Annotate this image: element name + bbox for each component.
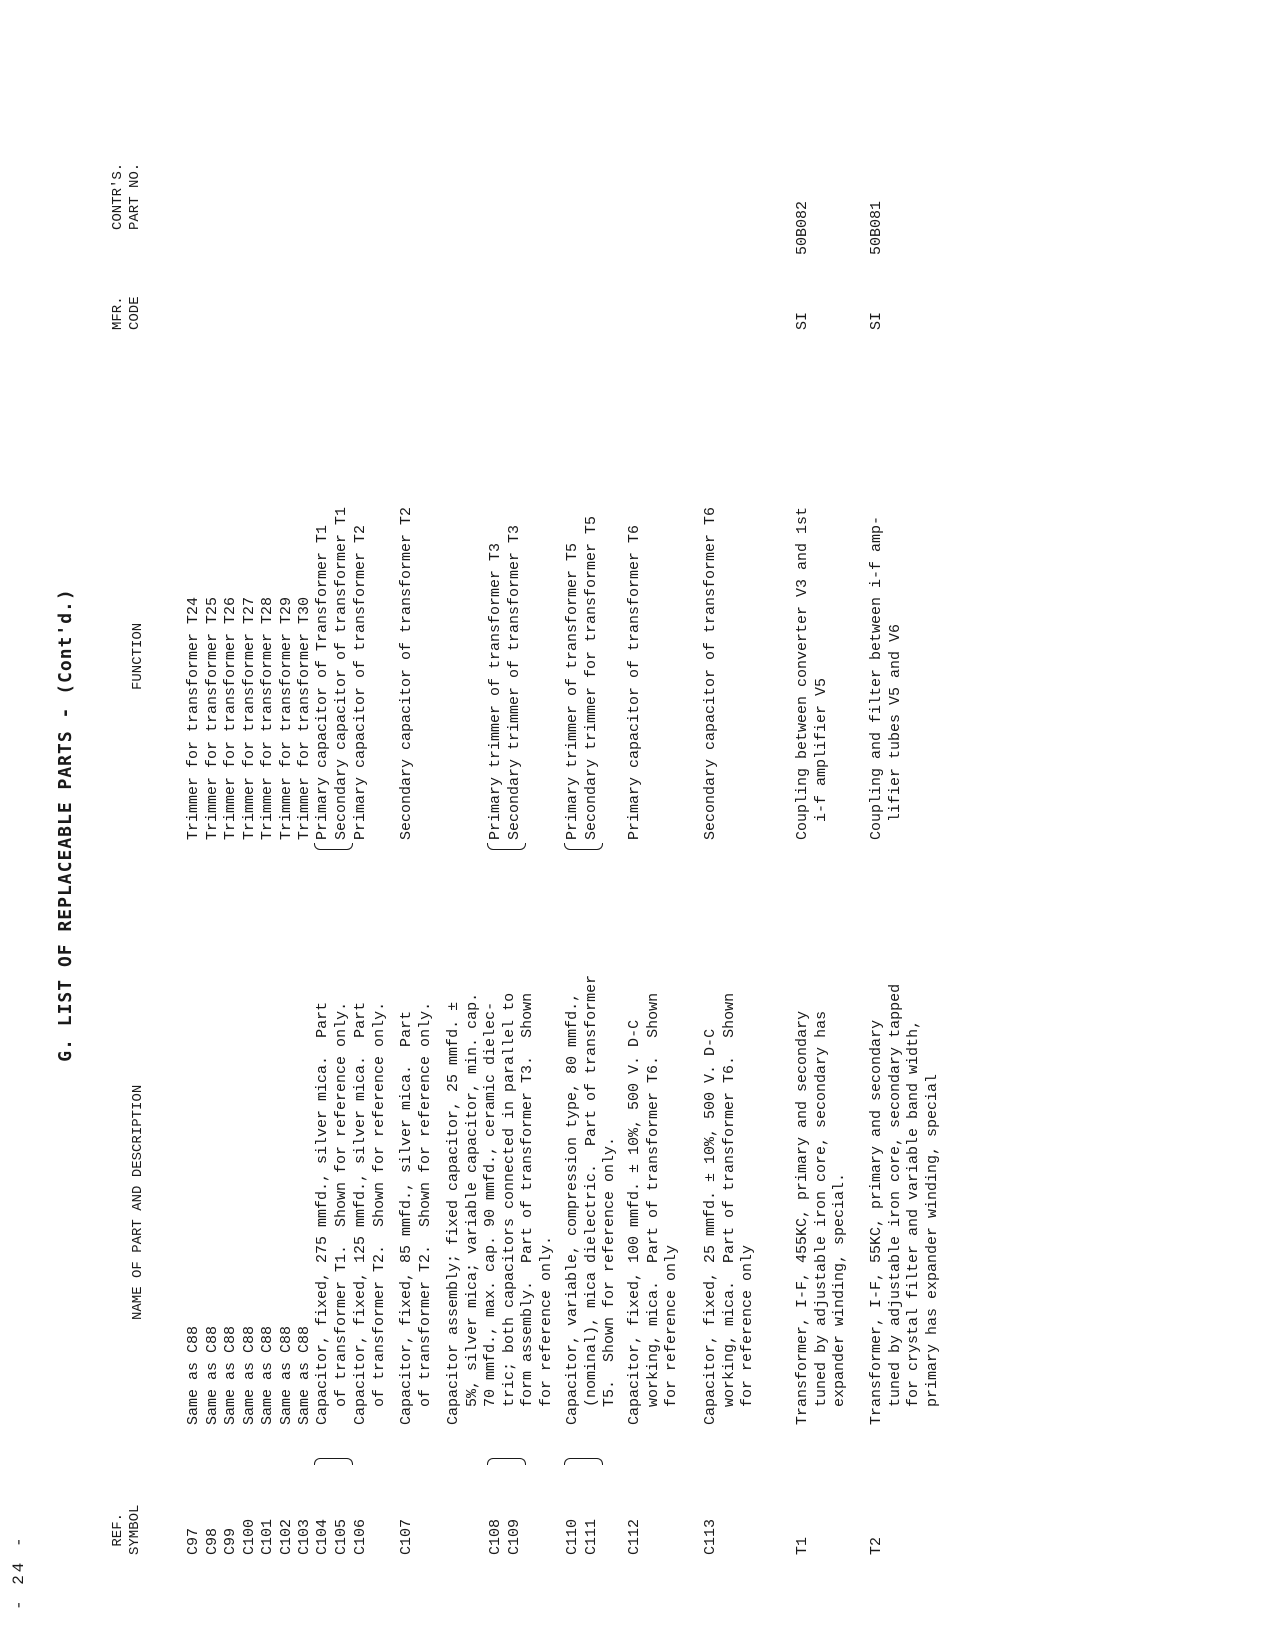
part-function: Primary capacitor of transformer T2 xyxy=(352,524,369,840)
ref-symbol: T1 xyxy=(794,1536,811,1555)
part-function: Trimmer for transformer T24 Trimmer for transformer T25 Trimmer for transformer T26 Trimmer for transformer T27 Trimmer for transformer T28 Trimmer for transformer T29 Trimmer for transformer T30 xyxy=(185,596,313,840)
ref-symbol: C107 xyxy=(398,1518,415,1555)
part-description: Transformer, I-F, 55KC, primary and secondary tuned by adjustable iron core, secondary tapped for crystal filter and variable band width, primary has expander winding, special xyxy=(868,983,941,1425)
col-header-ref: REF. SYMBOL xyxy=(110,1504,143,1555)
part-function: Primary capacitor of transformer T6 xyxy=(626,524,643,840)
group-brace xyxy=(564,843,603,850)
part-function: Coupling between converter V3 and 1st i-f amplifier V5 xyxy=(794,506,830,840)
mfr-code: SI xyxy=(868,311,885,330)
part-number: 50B082 xyxy=(794,200,811,255)
ref-symbol: T2 xyxy=(868,1536,885,1555)
ref-symbol: C113 xyxy=(702,1518,719,1555)
page-title: G. LIST OF REPLACEABLE PARTS - (Cont'd.) xyxy=(55,588,76,1062)
page-number: - 24 - xyxy=(10,1534,28,1610)
part-description: Transformer, I-F, 455KC, primary and secondary tuned by adjustable iron core, secondary has expander winding, special. xyxy=(794,1010,848,1425)
group-brace xyxy=(487,843,526,850)
part-description: Capacitor, variable, compression type, 80 mmfd., (nominal), mica dielectric. Part of transformer T5. Shown for reference only. xyxy=(564,974,618,1425)
ref-symbol: C97 C98 C99 C100 C101 C102 C103 xyxy=(185,1518,313,1555)
part-description: Capacitor, fixed, 85 mmfd., silver mica. Part of transformer T2. Shown for reference only. xyxy=(398,1001,434,1425)
group-brace xyxy=(314,1458,353,1465)
col-header-mfr: MFR. CODE xyxy=(110,296,143,330)
part-description: Capacitor, fixed, 100 mmfd. ± 10%, 500 V. D-C working, mica. Part of transformer T6. Shown for reference only xyxy=(626,992,680,1425)
group-brace xyxy=(314,843,353,850)
part-function: Coupling and filter between i-f amp- lifier tubes V5 and V6 xyxy=(868,515,904,840)
ref-symbol: C112 xyxy=(626,1518,643,1555)
ref-symbol: C108 C109 xyxy=(487,1518,523,1555)
group-brace xyxy=(487,1458,526,1465)
part-description: Same as C88 Same as C88 Same as C88 Same as C88 Same as C88 Same as C88 Same as C88 xyxy=(185,1325,313,1425)
col-header-func: FUNCTION xyxy=(130,622,146,690)
ref-symbol: C110 C111 xyxy=(564,1518,600,1555)
part-function: Secondary capacitor of transformer T6 xyxy=(702,506,719,840)
col-header-part: CONTR'S. PART NO. xyxy=(110,162,143,230)
col-header-desc: NAME OF PART AND DESCRIPTION xyxy=(130,1084,146,1320)
part-description: Capacitor assembly; fixed capacitor, 25 mmfd. ± 5%, silver mica; variable capacitor, min. cap. 70 mmfd., max. cap. 90 mmfd., ceramic dielec- tric; both capacitors connected in parallel to form assembly. Part of transformer T3. Shown for reference only. xyxy=(445,992,555,1425)
part-description: Capacitor, fixed, 275 mmfd., silver mica. Part of transformer T1. Shown for reference only. xyxy=(314,1001,350,1425)
part-description: Capacitor, fixed, 125 mmfd., silver mica. Part of transformer T2. Shown for reference only. xyxy=(352,1001,388,1425)
ref-symbol: C104 C105 xyxy=(314,1518,350,1555)
part-function: Primary trimmer of transformer T5 Secondary trimmer for transformer T5 xyxy=(564,515,600,840)
part-function: Primary capacitor of Transformer T1 Secondary capacitor of transformer T1 xyxy=(314,506,350,840)
part-number: 50B081 xyxy=(868,200,885,255)
group-brace xyxy=(564,1458,603,1465)
mfr-code: SI xyxy=(794,311,811,330)
part-function: Primary trimmer of transformer T3 Secondary trimmer of transformer T3 xyxy=(487,524,523,840)
part-description: Capacitor, fixed, 25 mmfd. ± 10%, 500 V. D-C working, mica. Part of transformer T6. Shown for reference only xyxy=(702,992,756,1425)
ref-symbol: C106 xyxy=(352,1518,369,1555)
part-function: Secondary capacitor of transformer T2 xyxy=(398,506,415,840)
